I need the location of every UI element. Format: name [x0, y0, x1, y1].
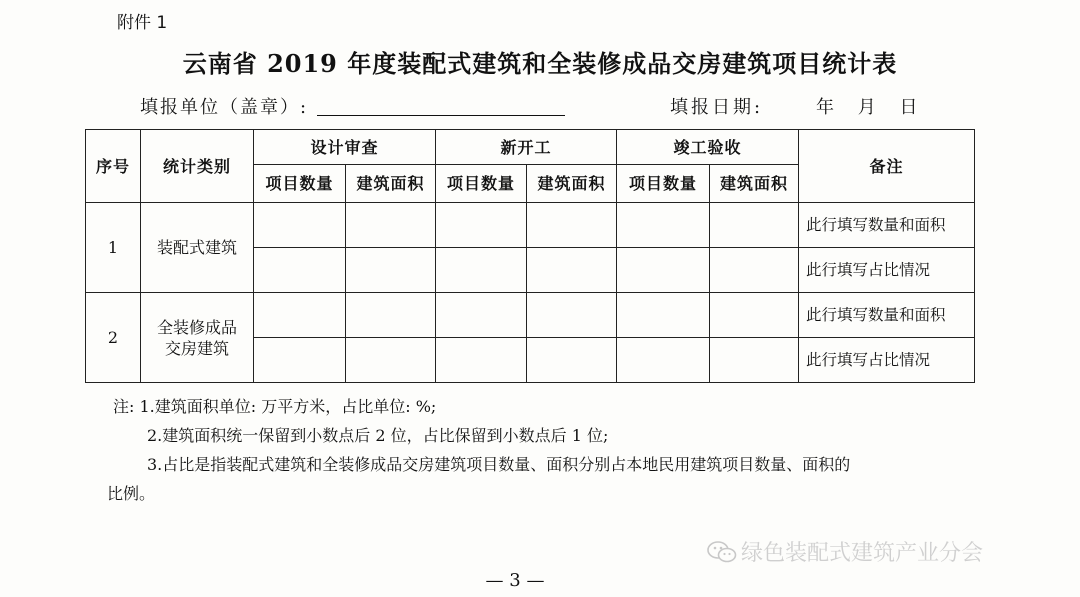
subheader-area: 建筑面积	[527, 165, 617, 203]
fill-date-label: 填报日期:	[670, 97, 764, 118]
data-cell[interactable]	[617, 338, 710, 383]
data-cell[interactable]	[254, 248, 346, 293]
header-design-review: 设计审查	[254, 130, 436, 165]
statistics-table	[85, 129, 975, 383]
data-cell[interactable]	[254, 338, 346, 383]
note-line: 比例。	[107, 484, 156, 503]
page-title: 云南省 2019 年度装配式建筑和全装修成品交房建筑项目统计表	[182, 49, 898, 78]
data-cell[interactable]	[436, 338, 527, 383]
note-line: 注: 1.建筑面积单位: 万平方米，占比单位: %;	[113, 397, 437, 416]
data-cell[interactable]	[527, 338, 617, 383]
data-cell[interactable]	[346, 338, 436, 383]
watermark	[707, 536, 983, 567]
note-line: 3.占比是指装配式建筑和全装修成品交房建筑项目数量、面积分别占本地民用建筑项目数量、面积的	[147, 455, 851, 474]
data-cell[interactable]	[436, 203, 527, 248]
table-row	[86, 293, 975, 338]
row-category: 装配式建筑	[141, 203, 254, 293]
wechat-icon	[707, 541, 737, 563]
fill-info-row	[140, 93, 940, 119]
fill-date-value: 年 月 日	[816, 97, 920, 118]
page-number: — 3 —	[485, 570, 545, 591]
header-seq: 序号	[86, 130, 141, 203]
row-category-line: 全装修成品	[156, 317, 237, 337]
subheader-count: 项目数量	[436, 165, 527, 203]
data-cell[interactable]	[710, 203, 799, 248]
fill-unit-label: 填报单位（盖章）:	[140, 97, 309, 118]
data-cell[interactable]	[710, 248, 799, 293]
header-remark: 备注	[799, 130, 975, 203]
row-seq: 1	[86, 203, 141, 293]
data-cell[interactable]	[617, 293, 710, 338]
data-cell[interactable]	[346, 203, 436, 248]
data-cell[interactable]	[346, 248, 436, 293]
data-cell[interactable]	[710, 338, 799, 383]
data-cell[interactable]	[436, 248, 527, 293]
notes	[107, 392, 963, 508]
note-line: 2.建筑面积统一保留到小数点后 2 位，占比保留到小数点后 1 位;	[147, 426, 609, 445]
data-cell[interactable]	[710, 293, 799, 338]
fill-unit-blank-line	[317, 115, 565, 116]
data-cell[interactable]	[527, 293, 617, 338]
row-remark: 此行填写数量和面积	[799, 203, 975, 248]
row-remark: 此行填写占比情况	[799, 248, 975, 293]
subheader-area: 建筑面积	[346, 165, 436, 203]
watermark-text: 绿色装配式建筑产业分会	[741, 541, 984, 566]
subheader-count: 项目数量	[254, 165, 346, 203]
attachment-label: 附件 1	[117, 13, 168, 33]
subheader-count: 项目数量	[617, 165, 710, 203]
row-seq: 2	[86, 293, 141, 383]
row-remark: 此行填写占比情况	[799, 338, 975, 383]
header-category: 统计类别	[141, 130, 254, 203]
data-cell[interactable]	[617, 203, 710, 248]
header-new-construction: 新开工	[436, 130, 617, 165]
data-cell[interactable]	[254, 293, 346, 338]
subheader-area: 建筑面积	[710, 165, 799, 203]
header-completion-acceptance: 竣工验收	[617, 130, 799, 165]
data-cell[interactable]	[254, 203, 346, 248]
data-cell[interactable]	[527, 248, 617, 293]
data-cell[interactable]	[346, 293, 436, 338]
row-remark: 此行填写数量和面积	[799, 293, 975, 338]
table-row	[86, 203, 975, 248]
data-cell[interactable]	[617, 248, 710, 293]
data-cell[interactable]	[527, 203, 617, 248]
data-cell[interactable]	[436, 293, 527, 338]
row-category	[141, 293, 254, 383]
row-category-line: 交房建筑	[164, 338, 229, 358]
